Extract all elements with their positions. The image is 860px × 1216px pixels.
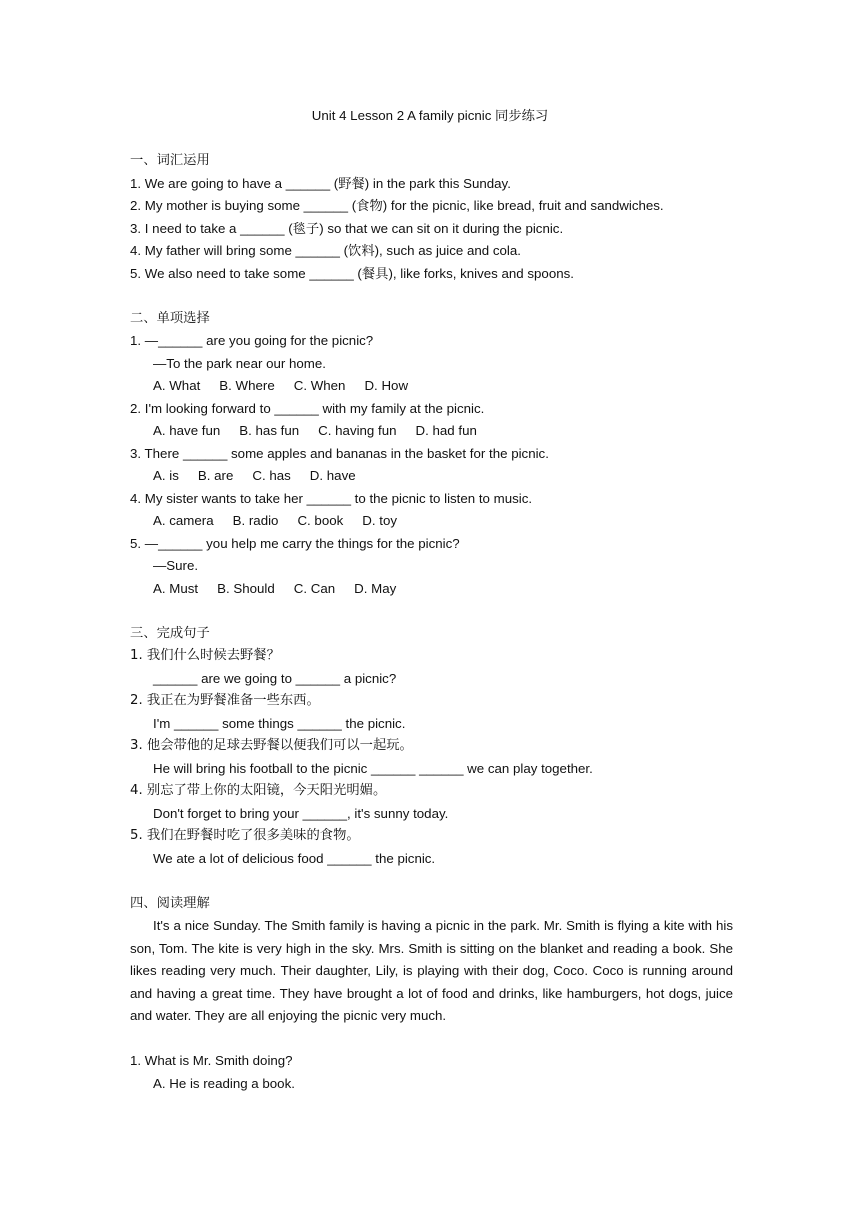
choice-q2-options [130,420,733,443]
vocab-item-1: 1. We are going to have a ______ (野餐) in the park this Sunday. [130,175,511,191]
option-c: C. Can [293,580,336,596]
vocab-item-5: 5. We also need to take some ______ (餐具), like forks, knives and spoons. [130,265,574,281]
choice-q4-options [130,510,733,533]
section3-heading: 三、完成句子 [130,625,210,641]
choice-q3-stem: 3. There ______ some apples and bananas in the basket for the picnic. [130,445,549,461]
option-a: A. Must [153,580,199,596]
option-a: A. camera [153,513,214,528]
sentence-2-chinese: 2. 我正在为野餐准备一些东西。 [130,693,320,708]
reading-q1-stem: 1. What is Mr. Smith doing? [130,1053,293,1068]
option-a: A. is [153,468,179,483]
option-d: D. toy [362,513,397,528]
option-d: D. had fun [415,423,477,438]
sentence-5-english: We ate a lot of delicious food ______ the picnic. [153,850,436,866]
sentence-3-chinese: 3. 他会带他的足球去野餐以便我们可以一起玩。 [130,738,413,753]
option-a: A. have fun [153,423,221,438]
reading-q1-option-a: A. He is reading a book. [153,1075,295,1091]
choice-q1-options [130,375,733,398]
section2-heading: 二、单项选择 [130,310,210,326]
section1-heading: 一、词汇运用 [130,153,210,168]
option-b: B. has fun [239,423,300,438]
choice-q5-reply: —Sure. [153,558,199,573]
section4-heading: 四、阅读理解 [130,895,210,911]
option-c: C. has [252,468,291,483]
worksheet-content [130,150,733,1095]
option-c: C. When [293,378,346,393]
page-title: Unit 4 Lesson 2 A family picnic 同步练习 [311,108,549,123]
option-d: D. have [309,468,356,483]
option-b: B. Where [219,378,275,393]
choice-q5-options [130,578,733,601]
choice-q3-options [130,465,733,488]
option-d: D. How [364,378,409,393]
choice-q1-stem: 1. —______ are you going for the picnic? [130,333,374,348]
sentence-5-chinese: 5. 我们在野餐时吃了很多美味的食物。 [130,828,360,843]
option-c: C. having fun [318,423,397,438]
choice-q2-stem: 2. I'm looking forward to ______ with my family at the picnic. [130,400,485,416]
vocab-item-4: 4. My father will bring some ______ (饮料), such as juice and cola. [130,243,521,258]
choice-q5-stem: 5. —______ you help me carry the things for the picnic? [130,535,460,551]
sentence-1-chinese: 1. 我们什么时候去野餐？ [130,648,280,663]
vocab-item-2: 2. My mother is buying some ______ (食物) for the picnic, like bread, fruit and sandwiches. [130,198,664,213]
option-b: B. radio [232,513,279,528]
option-a: A. What [153,378,201,393]
choice-q4-stem: 4. My sister wants to take her ______ to the picnic to listen to music. [130,490,533,506]
vocab-item-3: 3. I need to take a ______ (毯子) so that we can sit on it during the picnic. [130,220,564,236]
sentence-4-chinese: 4. 别忘了带上你的太阳镜，今天阳光明媚。 [130,783,387,798]
option-d: D. May [354,580,397,596]
option-c: C. book [297,513,344,528]
reading-passage: It's a nice Sunday. The Smith family is having a picnic in the park. Mr. Smith is flying a kite with his son, Tom. The kite is very high in the sky. Mrs. Smith is sitting on the blanket and reading a book. She likes reading very much. Their daughter, Lily, is playing with their dog, Coco. Coco is running around and having a great time. They have brought a lot of food and drinks, like hamburgers, hot dogs, juice and water. They are all enjoying the picnic very much. [130,918,733,1023]
sentence-1-english: ______ are we going to ______ a picnic? [153,670,397,686]
option-b: B. Should [217,580,275,596]
option-b: B. are [197,468,234,483]
sentence-4-english: Don't forget to bring your ______, it's sunny today. [153,805,449,821]
choice-q1-reply: —To the park near our home. [153,355,326,371]
sentence-3-english: He will bring his football to the picnic ______ ______ we can play together. [153,760,593,776]
sentence-2-english: I'm ______ some things ______ the picnic. [153,715,406,731]
